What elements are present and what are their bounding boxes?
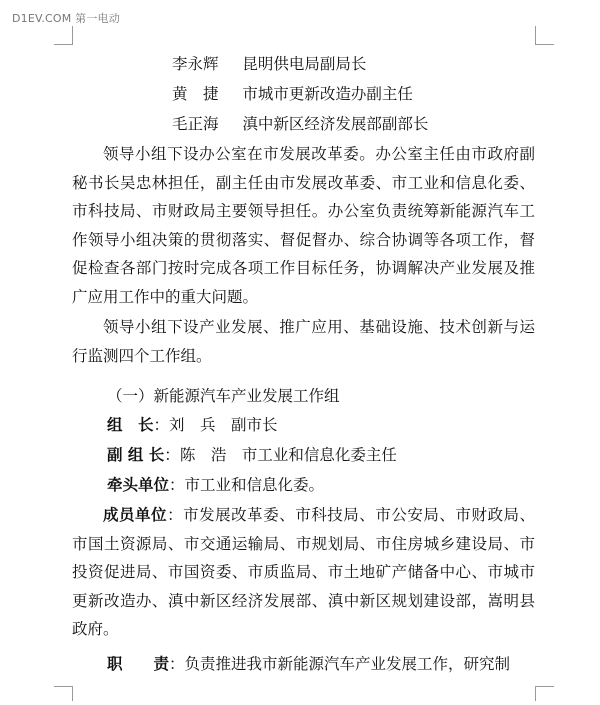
- member-line: [172, 82, 413, 104]
- member-line: [172, 112, 428, 134]
- field-value: 刘 兵 副市长: [169, 416, 278, 434]
- deputy-leader-line: [107, 441, 397, 470]
- field-colon: ：: [164, 446, 180, 464]
- page-corner-mark: [54, 26, 73, 45]
- field-label: 成员单位: [103, 505, 168, 524]
- field-value: 市工业和信息化委。: [184, 476, 325, 494]
- field-colon: ：: [153, 416, 170, 434]
- member-title: 市城市更新改造办副主任: [242, 85, 413, 103]
- field-value: 负责推进我市新能源汽车产业发展工作，研究制: [184, 655, 511, 673]
- field-colon: ：: [169, 476, 185, 494]
- member-title: 昆明供电局副局长: [242, 55, 367, 73]
- page-corner-mark: [535, 26, 554, 45]
- page-corner-mark: [54, 686, 73, 701]
- office-paragraph: 领导小组下设办公室在市发展改革委。办公室主任由市政府副秘书长吴忠林担任，副主任由市发展改革委、市工业和信息化委、市科技局、市财政局主要领导担任。办公室负责统筹新能源汽车工作领导小组决策的贯彻落实、督促督办、综合协调等各项工作，督促检查各部门按时完成各项工作目标任务，协调解决产业发展及推广应用工作中的重大问题。: [72, 145, 535, 306]
- member-title: 滇中新区经济发展部副部长: [242, 115, 429, 133]
- member-name: 黄 捷: [172, 85, 219, 103]
- member-units-paragraph: [72, 501, 535, 644]
- watermark: D1EV.COM 第一电动: [12, 12, 120, 25]
- page-corner-mark: [535, 686, 554, 701]
- field-label: 副 组 长: [107, 445, 165, 464]
- duty-line: [107, 650, 510, 679]
- field-label: 组 长: [107, 415, 154, 434]
- field-value: 陈 浩 市工业和信息化委主任: [179, 446, 397, 464]
- field-label: 牵头单位: [107, 475, 170, 494]
- field-colon: ：: [169, 655, 185, 673]
- group-leader-line: [107, 411, 278, 440]
- section-heading: （一）新能源汽车产业发展工作组: [107, 387, 340, 405]
- working-groups-paragraph: 领导小组下设产业发展、推广应用、基础设施、技术创新与运行监测四个工作组。: [72, 318, 535, 365]
- member-name: 李永辉: [172, 55, 219, 73]
- member-line: [172, 52, 366, 74]
- field-value: 市发展改革委、市科技局、市公安局、市财政局、市国土资源局、市交通运输局、市规划局、市住房城乡建设局、市投资促进局、市国资委、市质监局、市土地矿产储备中心、市城市更新改造办、滇中新区经济发展部、滇中新区规划建设部，嵩明县政府。: [72, 506, 535, 639]
- field-colon: ：: [167, 506, 184, 524]
- field-label: 职 责: [107, 654, 170, 673]
- lead-unit-line: [107, 471, 324, 500]
- member-name: 毛正海: [172, 115, 219, 133]
